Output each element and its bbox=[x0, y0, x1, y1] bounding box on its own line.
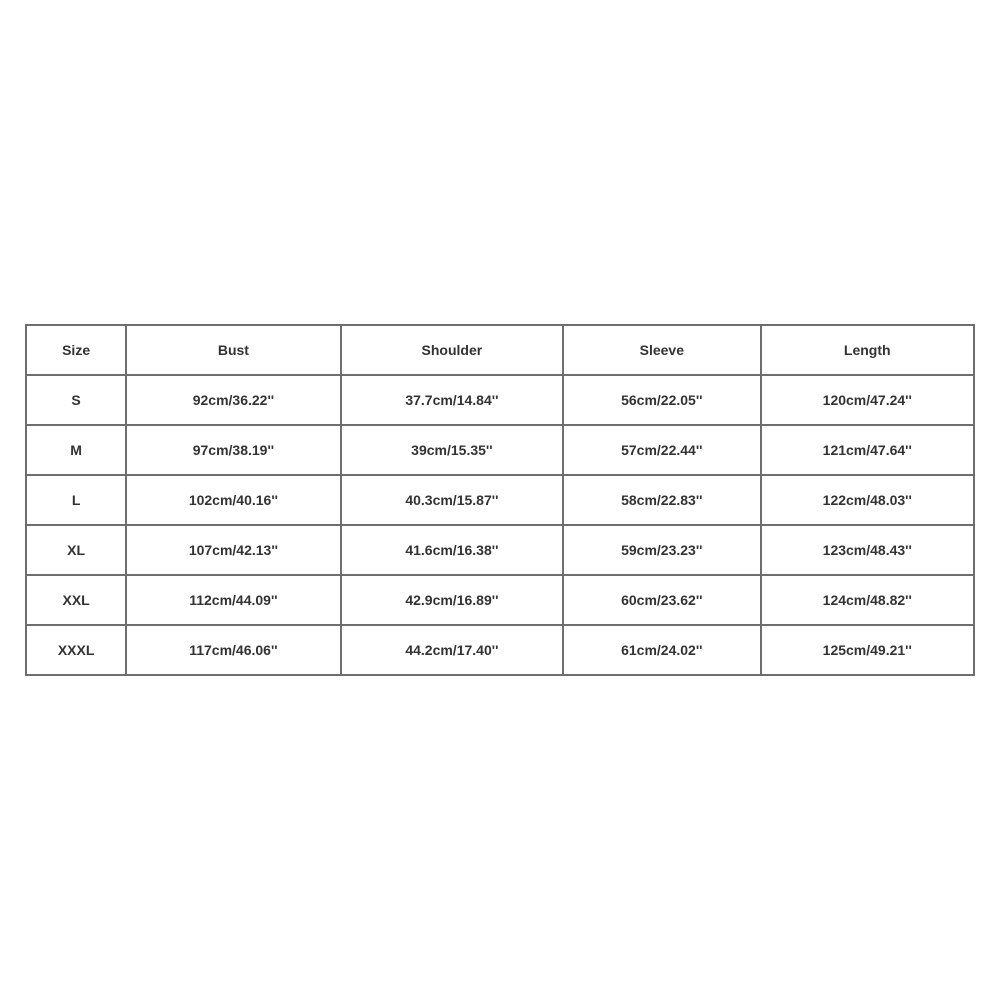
cell-sleeve: 60cm/23.62'' bbox=[563, 575, 760, 625]
cell-sleeve: 59cm/23.23'' bbox=[563, 525, 760, 575]
cell-size: XL bbox=[26, 525, 126, 575]
cell-sleeve: 61cm/24.02'' bbox=[563, 625, 760, 675]
table-row bbox=[26, 575, 974, 625]
cell-bust: 117cm/46.06'' bbox=[126, 625, 340, 675]
header-length: Length bbox=[761, 325, 974, 375]
cell-size: XXXL bbox=[26, 625, 126, 675]
cell-bust: 107cm/42.13'' bbox=[126, 525, 340, 575]
table-row bbox=[26, 375, 974, 425]
cell-length: 125cm/49.21'' bbox=[761, 625, 974, 675]
cell-shoulder: 44.2cm/17.40'' bbox=[341, 625, 563, 675]
cell-bust: 92cm/36.22'' bbox=[126, 375, 340, 425]
header-sleeve: Sleeve bbox=[563, 325, 760, 375]
cell-size: XXL bbox=[26, 575, 126, 625]
table-row bbox=[26, 475, 974, 525]
cell-sleeve: 58cm/22.83'' bbox=[563, 475, 760, 525]
cell-length: 122cm/48.03'' bbox=[761, 475, 974, 525]
cell-bust: 112cm/44.09'' bbox=[126, 575, 340, 625]
header-bust: Bust bbox=[126, 325, 340, 375]
cell-sleeve: 57cm/22.44'' bbox=[563, 425, 760, 475]
cell-size: S bbox=[26, 375, 126, 425]
cell-size: L bbox=[26, 475, 126, 525]
cell-length: 124cm/48.82'' bbox=[761, 575, 974, 625]
cell-bust: 97cm/38.19'' bbox=[126, 425, 340, 475]
cell-shoulder: 40.3cm/15.87'' bbox=[341, 475, 563, 525]
size-chart-table bbox=[25, 324, 975, 676]
cell-shoulder: 42.9cm/16.89'' bbox=[341, 575, 563, 625]
cell-length: 120cm/47.24'' bbox=[761, 375, 974, 425]
cell-length: 123cm/48.43'' bbox=[761, 525, 974, 575]
cell-bust: 102cm/40.16'' bbox=[126, 475, 340, 525]
cell-shoulder: 37.7cm/14.84'' bbox=[341, 375, 563, 425]
cell-shoulder: 39cm/15.35'' bbox=[341, 425, 563, 475]
cell-length: 121cm/47.64'' bbox=[761, 425, 974, 475]
cell-shoulder: 41.6cm/16.38'' bbox=[341, 525, 563, 575]
table-row bbox=[26, 525, 974, 575]
table-row bbox=[26, 425, 974, 475]
header-shoulder: Shoulder bbox=[341, 325, 563, 375]
header-size: Size bbox=[26, 325, 126, 375]
table-row bbox=[26, 625, 974, 675]
header-row bbox=[26, 325, 974, 375]
cell-size: M bbox=[26, 425, 126, 475]
cell-sleeve: 56cm/22.05'' bbox=[563, 375, 760, 425]
